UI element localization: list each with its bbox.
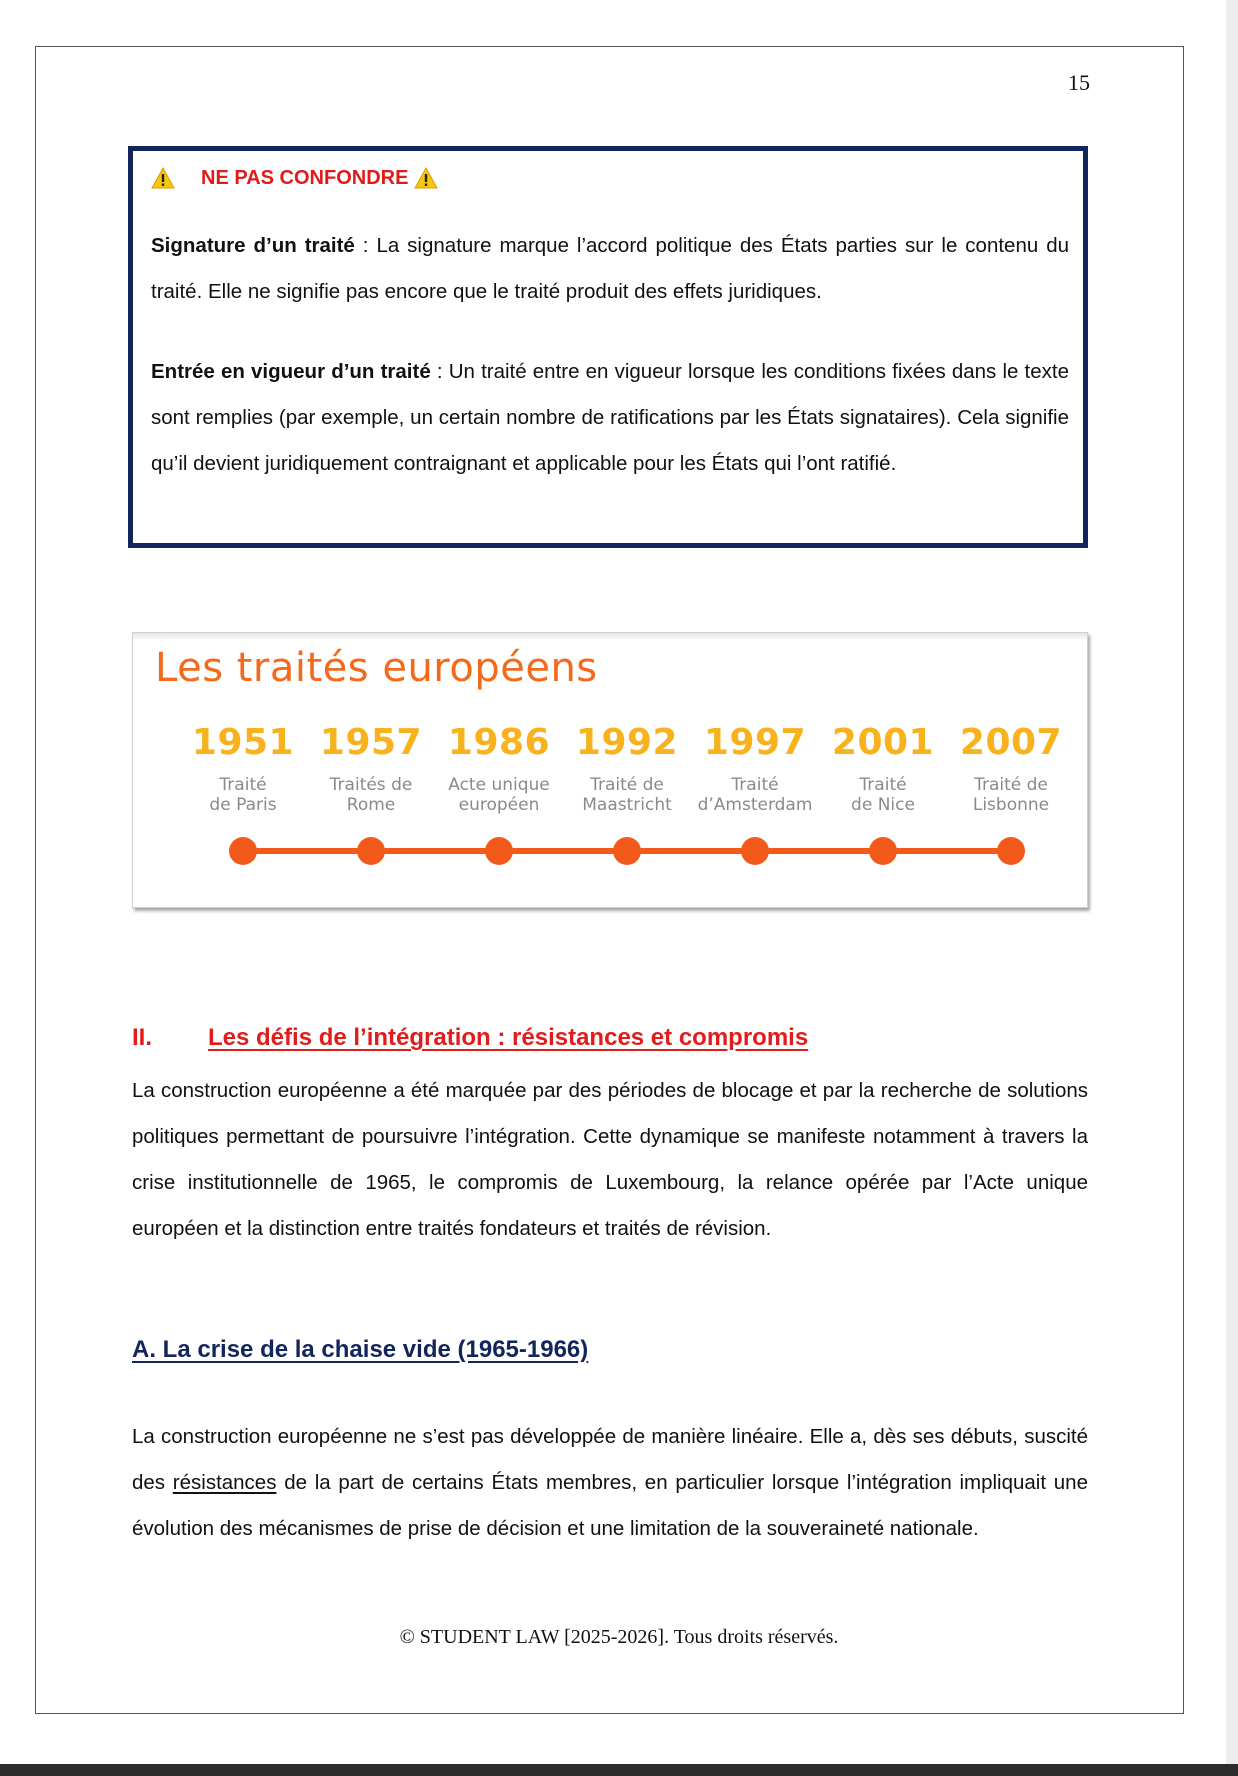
- definition-term: Signature d’un traité: [151, 234, 355, 257]
- paragraph-text-after: de la part de certains États membres, en particulier lorsque l’intégration impliquait une évolution des mécanismes de prise de décision et une limitation de la souveraineté nationale.: [132, 1471, 1088, 1540]
- timeline-dot: [869, 837, 897, 865]
- timeline-year: 2007: [959, 722, 1063, 763]
- warning-box: [128, 146, 1088, 548]
- definition-text: Un traité entre en vigueur lorsque les conditions fixées dans le texte sont remplies (par exemple, un certain nombre de ratifications par les États signataires). Cela signifie qu’il devient juridiquement contraignant et applicable pour les États qui l’ont ratifié.: [151, 360, 1069, 475]
- copyright-footer: © STUDENT LAW [2025-2026]. Tous droits réservés.: [399, 1626, 839, 1648]
- page-shadow: [1226, 0, 1238, 1776]
- timeline-year: 2001: [831, 722, 935, 763]
- definition-entry-into-force: [151, 349, 1069, 487]
- page-number: 15: [1068, 70, 1090, 95]
- timeline-year: 1997: [703, 722, 807, 763]
- timeline-year: 1992: [575, 722, 679, 763]
- timeline-event: [303, 723, 439, 815]
- timeline-year: 1951: [191, 722, 295, 763]
- definition-term: Entrée en vigueur d’un traité: [151, 360, 431, 383]
- timeline-dot: [485, 837, 513, 865]
- section-number: II.: [132, 1024, 153, 1051]
- definition-text: La signature marque l’accord politique des États parties sur le contenu du traité. Elle ne signifie pas encore que le traité produit des effets juridiques.: [151, 234, 1069, 303]
- subsection-paragraph: [132, 1414, 1088, 1552]
- treaties-timeline: [132, 632, 1088, 908]
- section-title: Les défis de l’intégration : résistances et compromis: [208, 1024, 809, 1051]
- timeline-dot: [997, 837, 1025, 865]
- timeline-label: Traité de Maastricht: [582, 775, 672, 815]
- warning-triangle-icon: [151, 167, 175, 189]
- timeline-label: Traité de Paris: [209, 775, 277, 815]
- section-intro-paragraph: La construction européenne a été marquée par des périodes de blocage et par la recherche de solutions politiques permettant de poursuivre l’intégration. Cette dynamique se manifeste notamment à travers la crise institutionnelle de 1965, le compromis de Luxembourg, la relance opérée par l’Acte unique européen et la distinction entre traités fondateurs et traités de révision.: [132, 1079, 1088, 1240]
- timeline-year: 1986: [447, 722, 551, 763]
- timeline-label: Acte unique européen: [448, 775, 550, 815]
- definition-separator: :: [430, 360, 449, 383]
- timeline-dot: [229, 837, 257, 865]
- section-heading: [132, 1024, 808, 1052]
- definition-separator: :: [354, 234, 377, 257]
- paragraph-text-before: La construction européenne ne s’est pas développée de manière linéaire. Elle a, dès ses débuts, suscité des: [132, 1425, 1088, 1494]
- timeline-label: Traité de Nice: [851, 775, 915, 815]
- timeline-event: [815, 723, 951, 815]
- bottom-bar: [0, 1764, 1238, 1776]
- timeline-year: 1957: [319, 722, 423, 763]
- timeline-dot: [613, 837, 641, 865]
- timeline-dot: [357, 837, 385, 865]
- definition-signature: [151, 223, 1069, 315]
- subsection-heading: A. La crise de la chaise vide (1965-1966): [132, 1336, 589, 1363]
- timeline-dot: [741, 837, 769, 865]
- underlined-word: résistances: [172, 1471, 277, 1494]
- warning-title: [151, 165, 438, 191]
- timeline-event: [431, 723, 567, 815]
- timeline-label: Traité de Lisbonne: [972, 775, 1050, 815]
- timeline-event: [175, 723, 311, 815]
- timeline-event: [559, 723, 695, 815]
- timeline-label: Traité d’Amsterdam: [697, 775, 813, 815]
- timeline-title: Les traités européens: [155, 645, 598, 691]
- warning-triangle-icon: [414, 167, 438, 189]
- timeline-event: [687, 723, 823, 815]
- timeline-label: Traités de Rome: [329, 775, 413, 815]
- warning-title-text: NE PAS CONFONDRE: [201, 166, 409, 189]
- timeline-event: [943, 723, 1079, 815]
